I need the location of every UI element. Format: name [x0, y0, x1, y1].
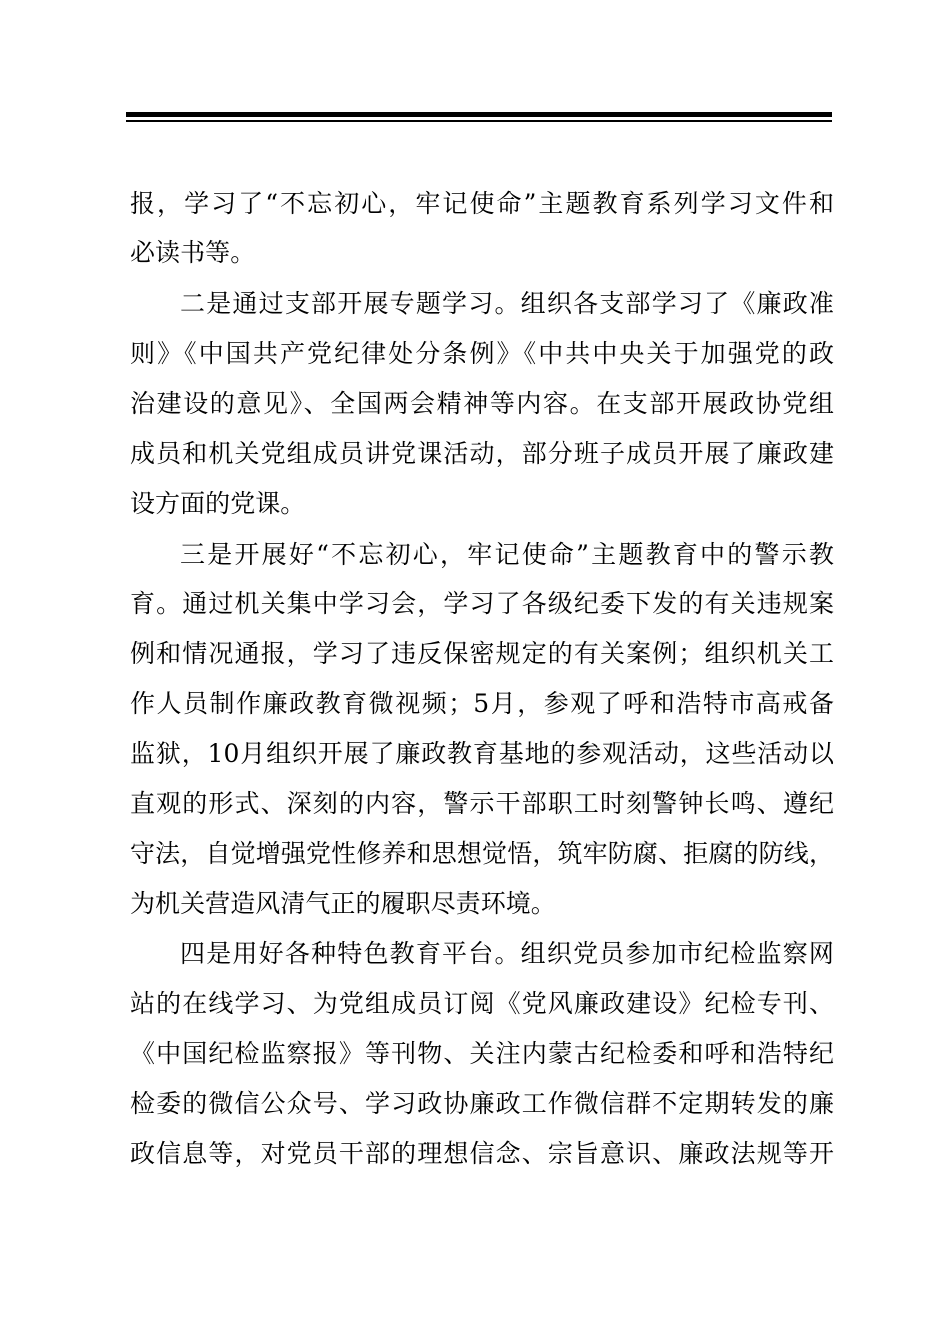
text-line: 则》《中国共产党纪律处分条例》《中共中央关于加强党的政	[130, 339, 834, 368]
text-line: 四是用好各种特色教育平台。组织党员参加市纪检监察网	[180, 939, 834, 968]
text-line: 治建设的意见》、全国两会精神等内容。在支部开展政协党组	[130, 389, 834, 418]
text-line: 为机关营造风清气正的履职尽责环境。	[130, 889, 556, 918]
text-line: 例和情况通报，学习了违反保密规定的有关案例；组织机关工	[130, 639, 834, 668]
text-line: 直观的形式、深刻的内容，警示干部职工时刻警钟长鸣、遵纪	[130, 789, 834, 818]
text-line: 设方面的党课。	[130, 489, 306, 518]
text-line: 站的在线学习、为党组成员订阅《党风廉政建设》纪检专刊、	[130, 989, 834, 1018]
text-line: 成员和机关党组成员讲党课活动，部分班子成员开展了廉政建	[130, 439, 834, 468]
header-rule-thin	[126, 120, 832, 122]
text-line: 作人员制作廉政教育微视频；5月，参观了呼和浩特市高戒备	[130, 689, 834, 718]
text-line: 《中国纪检监察报》等刊物、关注内蒙古纪检委和呼和浩特纪	[130, 1039, 834, 1068]
text-line: 二是通过支部开展专题学习。组织各支部学习了《廉政准	[180, 289, 834, 318]
text-line: 政信息等，对党员干部的理想信念、宗旨意识、廉政法规等开	[130, 1139, 834, 1168]
text-line: 检委的微信公众号、学习政协廉政工作微信群不定期转发的廉	[130, 1089, 834, 1118]
text-line: 必读书等。	[130, 238, 256, 267]
text-line: 育。通过机关集中学习会，学习了各级纪委下发的有关违规案	[130, 589, 834, 618]
text-line: 守法，自觉增强党性修养和思想觉悟，筑牢防腐、拒腐的防线，	[130, 839, 834, 868]
text-line: 监狱，10月组织开展了廉政教育基地的参观活动，这些活动以	[130, 739, 834, 768]
header-rule-thick	[126, 112, 832, 117]
text-line: 三是开展好“不忘初心，牢记使命”主题教育中的警示教	[180, 540, 834, 569]
text-line: 报，学习了“不忘初心，牢记使命”主题教育系列学习文件和	[130, 189, 834, 218]
